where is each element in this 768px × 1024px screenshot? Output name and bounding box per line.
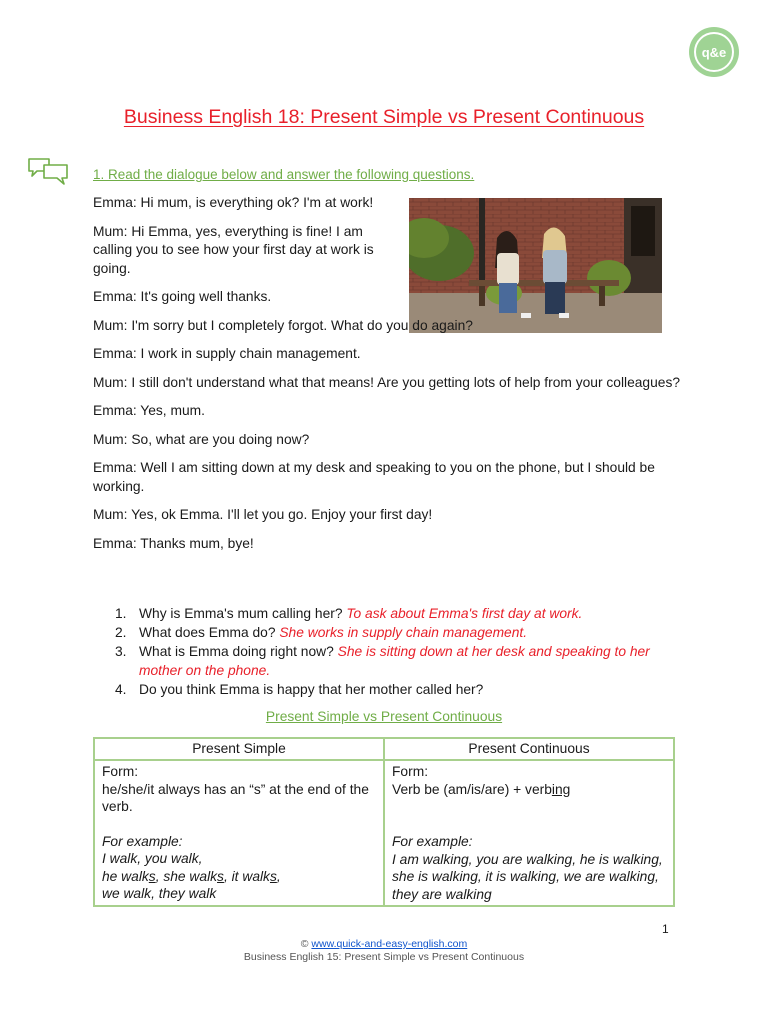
- dialogue-line: Emma: Well I am sitting down at my desk and speaking to you on the phone, but I should be working.: [93, 460, 655, 494]
- dialogue-line: Emma: Yes, mum.: [93, 403, 205, 418]
- table-header-row: [94, 738, 674, 760]
- present-simple-cell: [94, 760, 384, 906]
- form-label: Form:: [102, 764, 139, 779]
- example-label: For example:: [392, 834, 473, 849]
- question-number: 3.: [115, 644, 127, 659]
- form-description: Verb be (am/is/are) + verbing: [392, 781, 571, 797]
- table-header-present-simple: Present Simple: [94, 738, 384, 760]
- example-line: we walk, they walk: [102, 886, 217, 901]
- example-label: For example:: [102, 833, 183, 849]
- website-link[interactable]: www.quick-and-easy-english.com: [311, 938, 468, 950]
- dialogue-line: Mum: So, what are you doing now?: [93, 431, 310, 447]
- question-answer: She works in supply chain management.: [279, 625, 528, 640]
- form-label: Form:: [392, 764, 429, 779]
- page-title: Business English 18: Present Simple vs Present Continuous: [123, 106, 645, 128]
- section-heading: Present Simple vs Present Continuous: [265, 709, 503, 724]
- dialogue-line: Mum: I still don't understand what that means! Are you getting lots of help from your colleagues?: [93, 374, 681, 390]
- example-text: I am walking, you are walking, he is walking, she is walking, it is walking, we are walking, they are walking: [392, 851, 663, 902]
- dialogue-line: Mum: Yes, ok Emma. I'll let you go. Enjoy your first day!: [93, 507, 433, 522]
- question-list: [93, 604, 683, 699]
- question-text: What does Emma do?: [139, 625, 276, 640]
- dialogue-line: Emma: I work in supply chain management.: [93, 346, 361, 361]
- dialogue: [93, 194, 683, 563]
- footer-title: Business English 15: Present Simple vs Present Continuous: [243, 951, 525, 963]
- present-continuous-cell: [384, 760, 674, 906]
- grammar-table: [93, 737, 675, 907]
- dialogue-line: Emma: Hi mum, is everything ok? I'm at work!: [93, 195, 374, 210]
- question-answer: She is sitting down at her desk and speaking to her mother on the phone.: [139, 644, 650, 678]
- dialogue-line: Mum: Hi Emma, yes, everything is fine! I am calling you to see how your first day at work is going.: [93, 223, 374, 276]
- question-item: [93, 642, 683, 680]
- question-number: 4.: [115, 682, 127, 697]
- table-row: [94, 760, 674, 906]
- question-text: What is Emma doing right now?: [139, 644, 334, 659]
- instruction-heading: 1. Read the dialogue below and answer the following questions.: [93, 167, 475, 182]
- form-description: he/she/it always has an “s” at the end of the verb.: [102, 781, 369, 814]
- dialogue-line: Emma: Thanks mum, bye!: [93, 535, 254, 551]
- chat-bubbles-icon: [27, 157, 69, 187]
- dialogue-line: Mum: I'm sorry but I completely forgot. What do you do again?: [93, 317, 473, 333]
- example-line: I walk, you walk,: [102, 851, 203, 866]
- question-text: Do you think Emma is happy that her mother called her?: [139, 682, 484, 697]
- table-header-present-continuous: Present Continuous: [384, 738, 674, 760]
- logo-text: q&e: [694, 32, 734, 72]
- question-item: [93, 623, 683, 642]
- dialogue-line: Emma: It's going well thanks.: [93, 289, 272, 304]
- question-text: Why is Emma's mum calling her?: [139, 606, 343, 621]
- logo: [689, 27, 739, 77]
- footer-copyright: © www.quick-and-easy-english.com: [300, 938, 468, 950]
- question-number: 2.: [115, 625, 127, 640]
- example-line: he walks, she walks, it walks,: [102, 868, 281, 884]
- question-answer: To ask about Emma's first day at work.: [346, 606, 583, 621]
- question-item: [93, 680, 683, 699]
- question-item: [93, 604, 683, 623]
- question-number: 1.: [115, 606, 127, 621]
- page-number: 1: [662, 922, 669, 936]
